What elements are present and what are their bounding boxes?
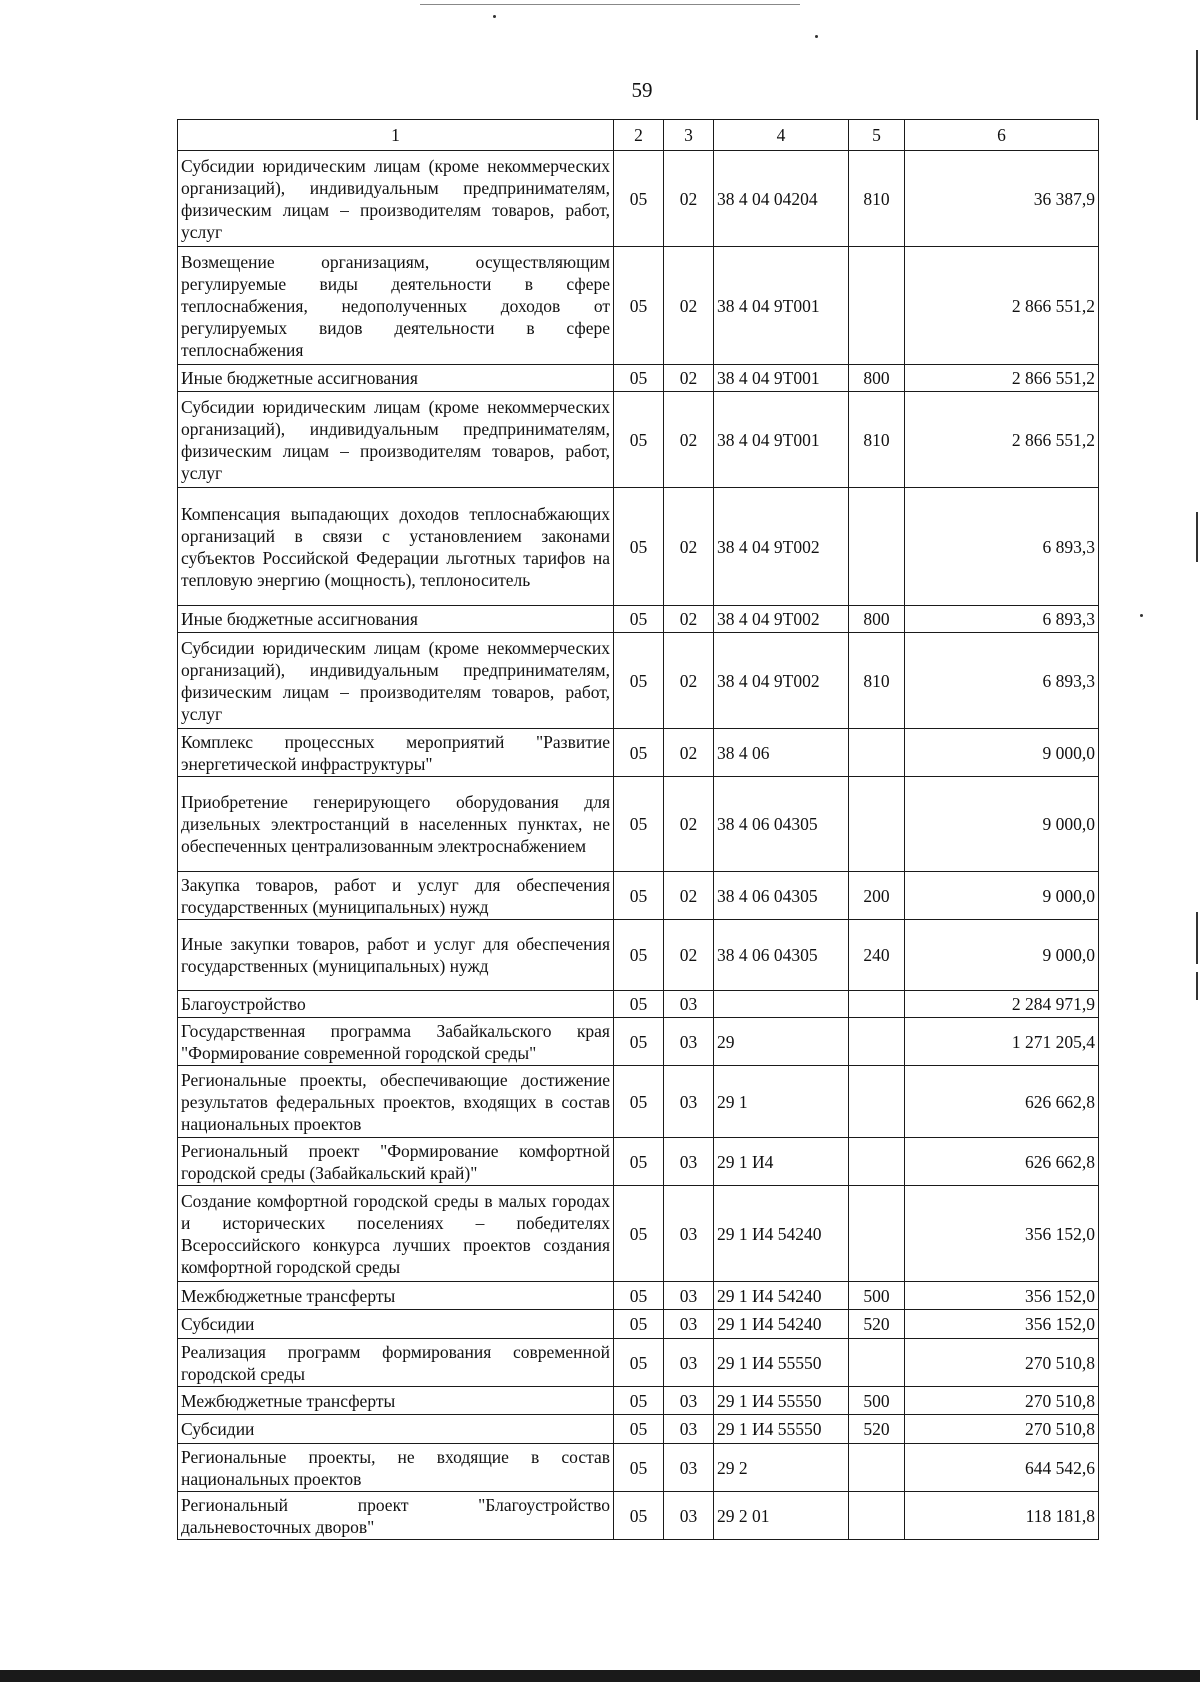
column-header-5: 5 — [849, 120, 905, 151]
row-name: Закупка товаров, работ и услуг для обеспечения государственных (муниципальных) нужд — [178, 872, 614, 920]
column-header-3: 3 — [664, 120, 714, 151]
row-subsection: 02 — [664, 606, 714, 633]
row-name: Благоустройство — [178, 991, 614, 1018]
row-subsection: 02 — [664, 872, 714, 920]
table-row — [178, 920, 1099, 991]
row-section: 05 — [614, 1186, 664, 1282]
scan-speck — [1140, 614, 1143, 617]
row-target-article: 38 4 06 04305 — [714, 777, 849, 872]
table-row — [178, 1066, 1099, 1138]
row-target-article: 29 2 — [714, 1444, 849, 1492]
row-section: 05 — [614, 247, 664, 365]
row-subsection: 02 — [664, 151, 714, 247]
table-row — [178, 247, 1099, 365]
row-name: Иные закупки товаров, работ и услуг для обеспечения государственных (муниципальных) нужд — [178, 920, 614, 991]
row-target-article: 29 2 01 — [714, 1492, 849, 1540]
row-subsection: 03 — [664, 1282, 714, 1310]
row-amount: 6 893,3 — [905, 606, 1099, 633]
row-section: 05 — [614, 920, 664, 991]
row-section: 05 — [614, 488, 664, 606]
column-header-2: 2 — [614, 120, 664, 151]
table-row — [178, 729, 1099, 777]
row-section: 05 — [614, 991, 664, 1018]
row-amount: 2 284 971,9 — [905, 991, 1099, 1018]
row-expense-type: 810 — [849, 151, 905, 247]
row-subsection: 02 — [664, 633, 714, 729]
row-section: 05 — [614, 1492, 664, 1540]
row-target-article: 29 1 И4 55550 — [714, 1339, 849, 1387]
row-target-article: 38 4 04 9Т001 — [714, 392, 849, 488]
row-name: Субсидии юридическим лицам (кроме некоммерческих организаций), индивидуальным предпринимателям, физическим лицам – производителям товаров, работ, услуг — [178, 151, 614, 247]
row-name: Субсидии — [178, 1415, 614, 1444]
table-row — [178, 1138, 1099, 1186]
row-expense-type — [849, 1492, 905, 1540]
row-amount: 2 866 551,2 — [905, 392, 1099, 488]
table-row — [178, 633, 1099, 729]
row-subsection: 02 — [664, 920, 714, 991]
row-section: 05 — [614, 1018, 664, 1066]
row-name: Региональный проект "Благоустройство дальневосточных дворов" — [178, 1492, 614, 1540]
table-body — [178, 151, 1099, 1540]
table-row — [178, 392, 1099, 488]
row-amount: 270 510,8 — [905, 1415, 1099, 1444]
row-expense-type: 800 — [849, 606, 905, 633]
row-subsection: 03 — [664, 991, 714, 1018]
row-name: Иные бюджетные ассигнования — [178, 365, 614, 392]
row-subsection: 03 — [664, 1186, 714, 1282]
row-subsection: 02 — [664, 729, 714, 777]
row-expense-type: 800 — [849, 365, 905, 392]
row-amount: 626 662,8 — [905, 1066, 1099, 1138]
row-subsection: 02 — [664, 777, 714, 872]
column-header-1: 1 — [178, 120, 614, 151]
row-amount: 9 000,0 — [905, 729, 1099, 777]
row-amount: 2 866 551,2 — [905, 365, 1099, 392]
scan-edge-mark — [1196, 912, 1198, 964]
row-section: 05 — [614, 1444, 664, 1492]
row-name: Компенсация выпадающих доходов теплоснабжающих организаций в связи с установлением законами субъектов Российской Федерации льготных тарифов на тепловую энергию (мощность), теплоноситель — [178, 488, 614, 606]
row-name: Комплекс процессных мероприятий "Развитие энергетической инфраструктуры" — [178, 729, 614, 777]
row-name: Субсидии юридическим лицам (кроме некоммерческих организаций), индивидуальным предпринимателям, физическим лицам – производителям товаров, работ, услуг — [178, 633, 614, 729]
row-subsection: 03 — [664, 1066, 714, 1138]
row-expense-type: 500 — [849, 1387, 905, 1415]
table-row — [178, 991, 1099, 1018]
budget-table — [177, 119, 1099, 1540]
row-target-article: 29 1 И4 54240 — [714, 1282, 849, 1310]
row-subsection: 03 — [664, 1387, 714, 1415]
row-subsection: 03 — [664, 1444, 714, 1492]
row-subsection: 03 — [664, 1415, 714, 1444]
row-amount: 1 271 205,4 — [905, 1018, 1099, 1066]
row-amount: 626 662,8 — [905, 1138, 1099, 1186]
row-amount: 9 000,0 — [905, 872, 1099, 920]
page-number: 59 — [631, 78, 653, 102]
row-section: 05 — [614, 1066, 664, 1138]
row-expense-type — [849, 1186, 905, 1282]
row-amount: 270 510,8 — [905, 1339, 1099, 1387]
row-section: 05 — [614, 777, 664, 872]
row-amount: 356 152,0 — [905, 1282, 1099, 1310]
row-name: Государственная программа Забайкальского края "Формирование современной городской среды" — [178, 1018, 614, 1066]
row-name: Субсидии юридическим лицам (кроме некоммерческих организаций), индивидуальным предпринимателям, физическим лицам – производителям товаров, работ, услуг — [178, 392, 614, 488]
row-target-article: 38 4 04 9Т001 — [714, 365, 849, 392]
row-amount: 36 387,9 — [905, 151, 1099, 247]
row-target-article: 29 1 — [714, 1066, 849, 1138]
row-expense-type: 200 — [849, 872, 905, 920]
row-target-article: 38 4 06 04305 — [714, 872, 849, 920]
row-expense-type: 500 — [849, 1282, 905, 1310]
row-expense-type — [849, 1444, 905, 1492]
row-target-article: 38 4 04 9Т002 — [714, 633, 849, 729]
top-scan-rule — [420, 4, 800, 5]
row-target-article: 38 4 04 9Т001 — [714, 247, 849, 365]
row-target-article: 38 4 04 9Т002 — [714, 488, 849, 606]
row-expense-type — [849, 247, 905, 365]
row-target-article: 29 1 И4 55550 — [714, 1415, 849, 1444]
row-name: Региональные проекты, обеспечивающие достижение результатов федеральных проектов, входящих в состав национальных проектов — [178, 1066, 614, 1138]
row-amount: 6 893,3 — [905, 633, 1099, 729]
row-expense-type: 240 — [849, 920, 905, 991]
row-target-article: 29 1 И4 — [714, 1138, 849, 1186]
row-name: Приобретение генерирующего оборудования для дизельных электростанций в населенных пунктах, не обеспеченных централизованным электроснабжением — [178, 777, 614, 872]
row-amount: 6 893,3 — [905, 488, 1099, 606]
row-amount: 356 152,0 — [905, 1186, 1099, 1282]
table-header-row — [178, 120, 1099, 151]
row-section: 05 — [614, 365, 664, 392]
table-row — [178, 1387, 1099, 1415]
row-name: Межбюджетные трансферты — [178, 1387, 614, 1415]
row-subsection: 03 — [664, 1492, 714, 1540]
table-row — [178, 777, 1099, 872]
table-row — [178, 151, 1099, 247]
table-row — [178, 1415, 1099, 1444]
row-section: 05 — [614, 1138, 664, 1186]
row-expense-type — [849, 991, 905, 1018]
table-row — [178, 488, 1099, 606]
row-section: 05 — [614, 1282, 664, 1310]
table-row — [178, 1282, 1099, 1310]
row-subsection: 03 — [664, 1339, 714, 1387]
row-expense-type: 520 — [849, 1310, 905, 1339]
row-amount: 9 000,0 — [905, 777, 1099, 872]
row-section: 05 — [614, 1415, 664, 1444]
row-name: Субсидии — [178, 1310, 614, 1339]
row-target-article: 38 4 04 9Т002 — [714, 606, 849, 633]
table-row — [178, 872, 1099, 920]
row-name: Региональный проект "Формирование комфортной городской среды (Забайкальский край)" — [178, 1138, 614, 1186]
row-expense-type — [849, 488, 905, 606]
row-amount: 9 000,0 — [905, 920, 1099, 991]
row-target-article: 38 4 06 — [714, 729, 849, 777]
row-section: 05 — [614, 151, 664, 247]
table-row — [178, 1492, 1099, 1540]
row-expense-type — [849, 1066, 905, 1138]
row-expense-type — [849, 1018, 905, 1066]
row-section: 05 — [614, 1339, 664, 1387]
row-section: 05 — [614, 606, 664, 633]
row-subsection: 02 — [664, 488, 714, 606]
scan-speck — [493, 15, 496, 18]
row-section: 05 — [614, 1387, 664, 1415]
row-subsection: 03 — [664, 1310, 714, 1339]
table-row — [178, 1018, 1099, 1066]
row-subsection: 03 — [664, 1138, 714, 1186]
row-target-article: 38 4 06 04305 — [714, 920, 849, 991]
scan-edge-mark — [1196, 972, 1198, 1000]
row-name: Региональные проекты, не входящие в состав национальных проектов — [178, 1444, 614, 1492]
row-expense-type: 520 — [849, 1415, 905, 1444]
row-target-article: 29 — [714, 1018, 849, 1066]
row-name: Возмещение организациям, осуществляющим регулируемые виды деятельности в сфере теплоснабжения, недополученных доходов от регулируемых видов деятельности в сфере теплоснабжения — [178, 247, 614, 365]
row-amount: 2 866 551,2 — [905, 247, 1099, 365]
row-amount: 644 542,6 — [905, 1444, 1099, 1492]
row-section: 05 — [614, 872, 664, 920]
row-section: 05 — [614, 392, 664, 488]
scan-bottom-bar — [0, 1670, 1200, 1682]
row-expense-type: 810 — [849, 633, 905, 729]
row-subsection: 02 — [664, 392, 714, 488]
row-expense-type — [849, 1138, 905, 1186]
row-name: Иные бюджетные ассигнования — [178, 606, 614, 633]
table-row — [178, 365, 1099, 392]
table-row — [178, 606, 1099, 633]
scan-speck — [815, 35, 818, 38]
row-expense-type: 810 — [849, 392, 905, 488]
scan-edge-mark — [1196, 50, 1198, 120]
table-row — [178, 1339, 1099, 1387]
row-subsection: 03 — [664, 1018, 714, 1066]
row-target-article — [714, 991, 849, 1018]
row-subsection: 02 — [664, 365, 714, 392]
row-name: Реализация программ формирования современной городской среды — [178, 1339, 614, 1387]
column-header-6: 6 — [905, 120, 1099, 151]
row-target-article: 38 4 04 04204 — [714, 151, 849, 247]
scan-edge-mark — [1196, 512, 1198, 562]
row-target-article: 29 1 И4 55550 — [714, 1387, 849, 1415]
row-amount: 356 152,0 — [905, 1310, 1099, 1339]
row-amount: 270 510,8 — [905, 1387, 1099, 1415]
column-header-4: 4 — [714, 120, 849, 151]
row-expense-type — [849, 729, 905, 777]
row-expense-type — [849, 1339, 905, 1387]
row-subsection: 02 — [664, 247, 714, 365]
row-expense-type — [849, 777, 905, 872]
row-target-article: 29 1 И4 54240 — [714, 1310, 849, 1339]
row-name: Создание комфортной городской среды в малых городах и исторических поселениях – победителях Всероссийского конкурса лучших проектов создания комфортной городской среды — [178, 1186, 614, 1282]
row-section: 05 — [614, 633, 664, 729]
row-section: 05 — [614, 729, 664, 777]
row-section: 05 — [614, 1310, 664, 1339]
table-row — [178, 1444, 1099, 1492]
row-name: Межбюджетные трансферты — [178, 1282, 614, 1310]
table-row — [178, 1186, 1099, 1282]
table-row — [178, 1310, 1099, 1339]
row-target-article: 29 1 И4 54240 — [714, 1186, 849, 1282]
row-amount: 118 181,8 — [905, 1492, 1099, 1540]
